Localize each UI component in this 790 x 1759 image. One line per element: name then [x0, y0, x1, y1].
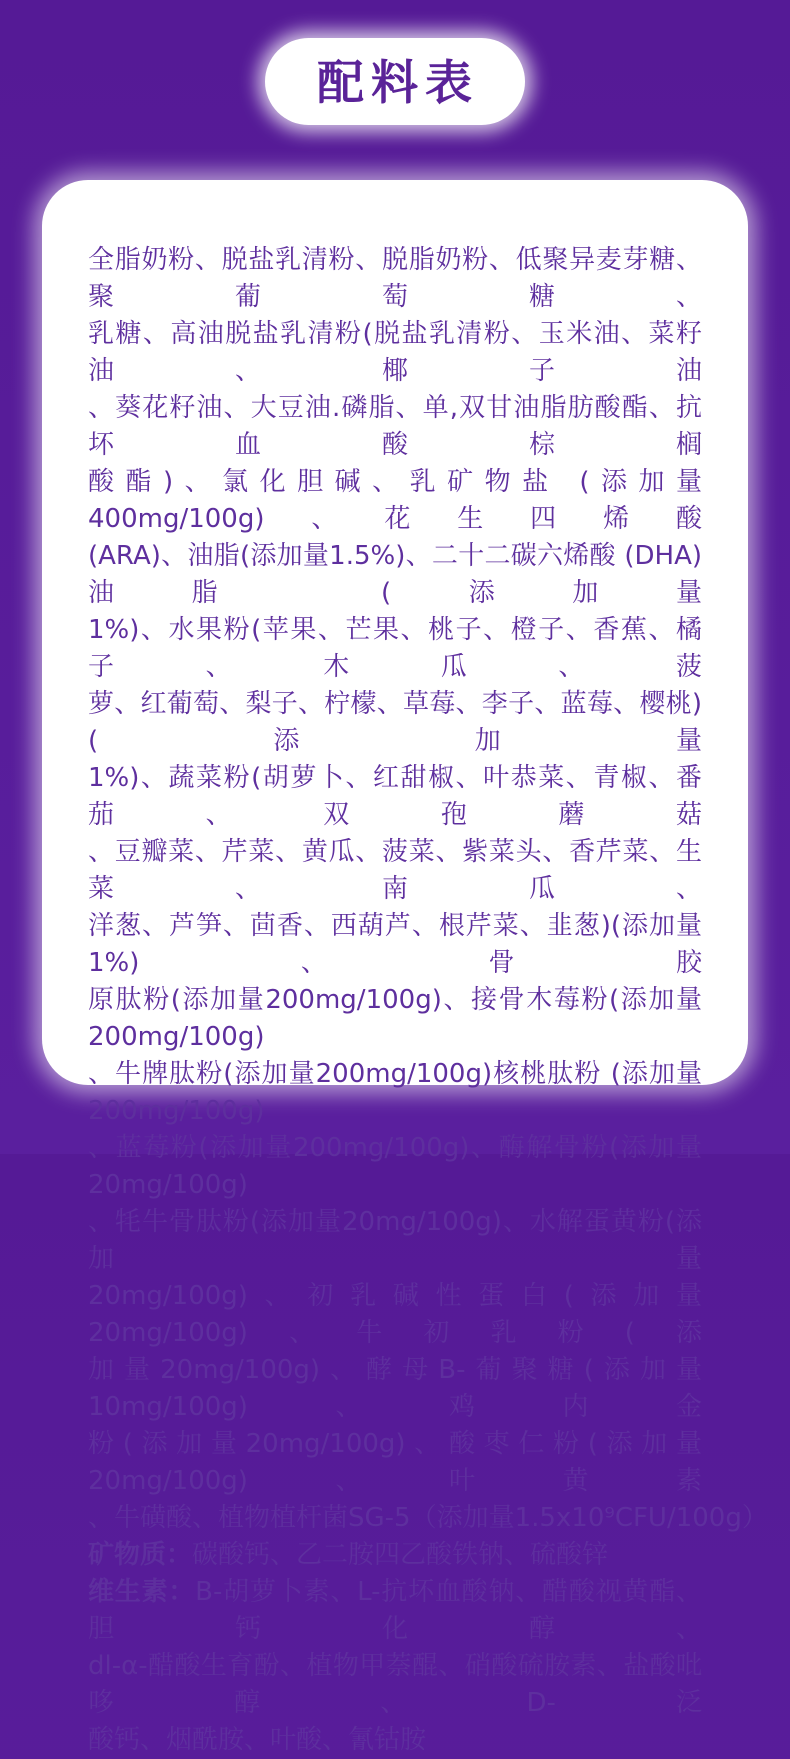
ingredients-line-text: 、牦牛骨肽粉(添加量20mg/100g)、水解蛋黄粉(添加量	[88, 1207, 702, 1274]
ingredients-line-text: 乳糖、高油脱盐乳清粉(脱盐乳清粉、玉米油、菜籽油、椰子油	[88, 319, 702, 386]
ingredients-line	[88, 1500, 768, 1537]
ingredients-line-text: 、葵花籽油、大豆油.磷脂、单,双甘油脂肪酸酯、抗坏血酸棕榈	[88, 393, 702, 460]
ingredients-line-text: 酸酯)、氯化胆碱、乳矿物盐 (添加量400mg/100g)、花生四烯酸	[88, 467, 702, 534]
ingredients-line	[88, 1537, 702, 1574]
ingredients-line-text: 、蓝莓粉(添加量200mg/100g)、酶解骨粉(添加量20mg/100g)	[88, 1133, 702, 1200]
ingredients-line-text: (ARA)、油脂(添加量1.5%)、二十二碳六烯酸 (DHA) 油脂 (添加量	[88, 541, 702, 608]
ingredients-line-text: B-胡萝卜素、L-抗坏血酸钠、醋酸视黄酯、胆钙化醇、	[88, 1577, 702, 1644]
ingredients-line-text: 原肽粉(添加量200mg/100g)、接骨木莓粉(添加量200mg/100g)	[88, 985, 702, 1052]
ingredients-line	[88, 1056, 702, 1130]
ingredients-line	[88, 390, 702, 464]
ingredients-line-text: 20mg/100g)、初乳碱性蛋白(添加量20mg/100g)、牛初乳粉(添	[88, 1281, 702, 1348]
ingredients-line-text: 酸钙、烟酰胺、叶酸、氰钴胺	[88, 1725, 427, 1755]
ingredients-line-text: 碳酸钙、乙二胺四乙酸铁钠、硫酸锌	[192, 1540, 609, 1570]
ingredients-line-text: 、牛磺酸、植物植杆菌SG-5（添加量1.5x10⁹CFU/100g）	[88, 1503, 768, 1533]
ingredients-line-text: 萝、红葡萄、梨子、柠檬、草莓、李子、蓝莓、樱桃)(添加量	[88, 689, 702, 756]
ingredients-line	[88, 1722, 702, 1759]
ingredients-line	[88, 1130, 702, 1204]
ingredients-line	[88, 1426, 702, 1500]
ingredients-line	[88, 538, 702, 612]
ingredients-line-text: 粉(添加量20mg/100g)、酸枣仁粉(添加量20mg/100g)、叶黄素	[88, 1429, 702, 1496]
page-title: 配料表	[317, 56, 479, 111]
section-label: 维生素：	[88, 1577, 196, 1607]
ingredients-line-text: 加量20mg/100g)、酵母B-葡聚糖(添加量10mg/100g)、鸡内金	[88, 1355, 702, 1422]
ingredients-line	[88, 242, 702, 316]
ingredients-line	[88, 760, 702, 834]
ingredients-line-text: 1%)、蔬菜粉(胡萝卜、红甜椒、叶恭菜、青椒、番茄、双孢蘑菇	[88, 763, 702, 830]
ingredients-line	[88, 834, 702, 908]
ingredients-list	[88, 242, 768, 1759]
ingredients-line	[88, 1574, 702, 1648]
ingredients-line	[88, 908, 702, 982]
ingredients-line	[88, 686, 702, 760]
ingredients-title-badge	[265, 38, 525, 125]
ingredients-line	[88, 1204, 702, 1278]
ingredients-line	[88, 1278, 702, 1352]
ingredients-card	[42, 180, 768, 1755]
ingredients-line-text: dl-α-醋酸生育酚、植物甲萘醌、硝酸硫胺素、盐酸吡哆醇、D-泛	[88, 1651, 702, 1718]
ingredients-line	[88, 464, 702, 538]
ingredients-line	[88, 316, 702, 390]
ingredients-line-text: 全脂奶粉、脱盐乳清粉、脱脂奶粉、低聚异麦芽糖、聚葡萄糖、	[88, 245, 702, 312]
ingredients-line	[88, 612, 702, 686]
section-label: 矿物质：	[88, 1540, 193, 1570]
ingredients-line	[88, 982, 702, 1056]
ingredients-line-text: 洋葱、芦笋、茴香、西葫芦、根芹菜、韭葱)(添加量1%)、骨胶	[88, 911, 702, 978]
ingredients-line-text: 、豆瓣菜、芹菜、黄瓜、菠菜、紫菜头、香芹菜、生菜、南瓜、	[88, 837, 702, 904]
ingredients-line-text: 、牛牌肽粉(添加量200mg/100g)核桃肽粉 (添加量200mg/100g)	[88, 1059, 702, 1126]
ingredients-line-text: 1%)、水果粉(苹果、芒果、桃子、橙子、香蕉、橘子、木瓜、菠	[88, 615, 702, 682]
ingredients-line	[88, 1648, 702, 1722]
ingredients-line	[88, 1352, 702, 1426]
